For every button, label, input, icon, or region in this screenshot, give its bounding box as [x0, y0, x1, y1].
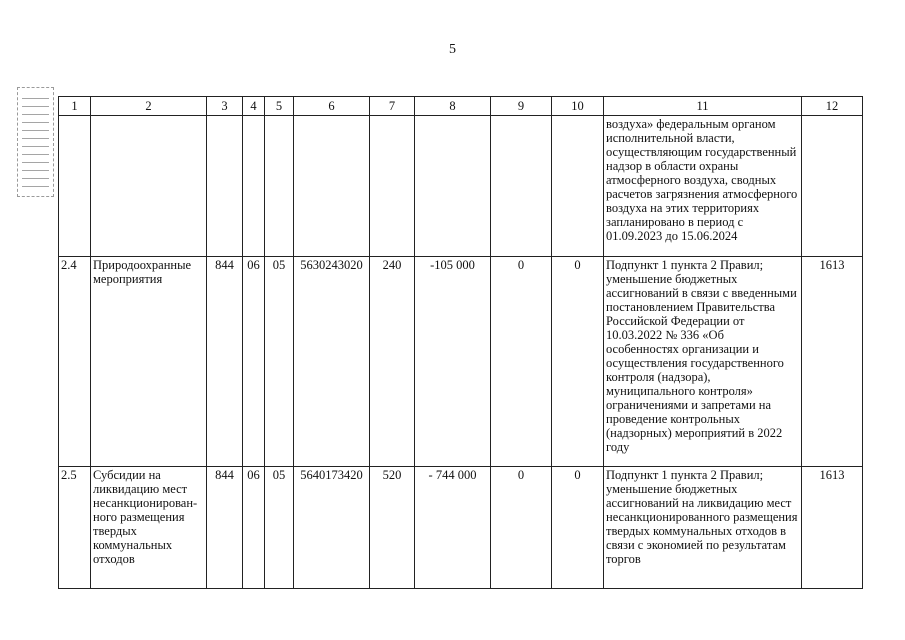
event-name: Природоохранные мероприятия [91, 257, 207, 467]
expense-type-code: 520 [370, 467, 415, 589]
column-header: 10 [552, 97, 604, 116]
column-header: 5 [265, 97, 294, 116]
column-header: 1 [59, 97, 91, 116]
target-article-code: 5640173420 [294, 467, 370, 589]
amount-col10: 0 [552, 467, 604, 589]
column-header: 2 [91, 97, 207, 116]
page-number: 5 [449, 42, 456, 57]
table-cell [491, 116, 552, 257]
justification-cell: Подпункт 1 пункта 2 Правил; уменьшение бюджетных ассигнований на ликвидацию мест несанкционированного размещения твердых коммунальных отходов в связи с экономией по результатам торгов [604, 467, 802, 589]
table-cell [415, 116, 491, 257]
amount-col10: 0 [552, 257, 604, 467]
column-header: 4 [243, 97, 265, 116]
amount-col9: 0 [491, 257, 552, 467]
ministry-code: 844 [207, 467, 243, 589]
table-cell [59, 116, 91, 257]
column-header-row [59, 97, 863, 116]
event-name: Субсидии на ликвидацию мест несанкционирован-ного размещения твердых коммунальных отходов [91, 467, 207, 589]
section-code: 06 [243, 467, 265, 589]
ministry-code: 844 [207, 257, 243, 467]
row-number: 2.5 [59, 467, 91, 589]
justification-cell: воздуха» федеральным органом исполнительной власти, осуществляющим государственный надзор в области охраны атмосферного воздуха, сводных расчетов загрязнения атмосферного воздуха на этих территориях запланировано в период с 01.09.2023 до 15.06.2024 [604, 116, 802, 257]
table-cell [207, 116, 243, 257]
amount-change: - 744 000 [415, 467, 491, 589]
continuation-row [59, 116, 863, 257]
column-header: 6 [294, 97, 370, 116]
table-cell [294, 116, 370, 257]
amount-change: -105 000 [415, 257, 491, 467]
budget-table [58, 96, 863, 589]
code-col12: 1613 [802, 467, 863, 589]
row-number: 2.4 [59, 257, 91, 467]
target-article-code: 5630243020 [294, 257, 370, 467]
column-header: 11 [604, 97, 802, 116]
table-cell [370, 116, 415, 257]
table-cell [265, 116, 294, 257]
subsection-code: 05 [265, 467, 294, 589]
justification-cell: Подпункт 1 пункта 2 Правил; уменьшение бюджетных ассигнований в связи с введенными постановлением Правительства Российской Федерации от 10.03.2022 № 336 «Об особенностях организации и осуществления государственного контроля (надзора), муниципального контроля» ограничениями и запретами на проведение контрольных (надзорных) мероприятий в 2022 году [604, 257, 802, 467]
subsection-code: 05 [265, 257, 294, 467]
table-cell [552, 116, 604, 257]
column-header: 7 [370, 97, 415, 116]
column-header: 12 [802, 97, 863, 116]
amount-col9: 0 [491, 467, 552, 589]
code-col12: 1613 [802, 257, 863, 467]
table-cell [243, 116, 265, 257]
expense-type-code: 240 [370, 257, 415, 467]
section-code: 06 [243, 257, 265, 467]
table-row [59, 467, 863, 589]
column-header: 9 [491, 97, 552, 116]
table-row [59, 257, 863, 467]
column-header: 8 [415, 97, 491, 116]
rotated-stamp [17, 87, 54, 197]
table-cell [802, 116, 863, 257]
column-header: 3 [207, 97, 243, 116]
table-cell [91, 116, 207, 257]
